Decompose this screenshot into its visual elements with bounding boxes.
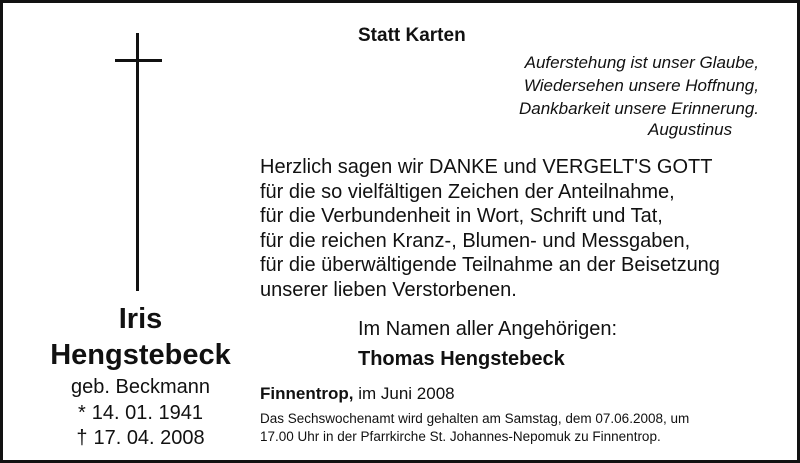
place: Finnentrop, [260,384,354,403]
death-date-row [3,427,278,450]
date: im Juni 2008 [358,384,455,403]
birth-date: 14. 01. 1941 [91,402,203,424]
deceased-first-name: Iris [118,303,163,335]
birth-star-icon: * [77,402,86,424]
quote-line: Dankbarkeit unsere Erinnerung. [518,99,759,118]
quote-line: Auferstehung ist unser Glaube, [524,53,759,72]
birth-date-row [3,402,278,425]
quote-block [519,51,759,120]
mass-notice [260,410,689,446]
thanks-line: für die überwältigende Teilnahme an der Beisetzung [260,254,720,276]
death-date: 17. 04. 2008 [93,427,205,449]
deceased-last-name: Hengstebeck [50,339,231,371]
cross-crossbar [115,59,162,62]
deceased-maiden-name: geb. Beckmann [71,376,210,398]
notice-line: 17.00 Uhr in der Pfarrkirche St. Johannes-Nepomuk zu Finnentrop. [260,429,661,444]
thanks-line: unserer lieben Verstorbenen. [260,278,517,301]
thanks-line: für die Verbundenheit in Wort, Schrift und Tat, [260,205,663,227]
quote-author: Augustinus [648,120,733,139]
thanks-line: für die so vielfältigen Zeichen der Anteilnahme, [260,180,675,203]
notice-line: Das Sechswochenamt wird gehalten am Samstag, dem 07.06.2008, um [260,411,690,426]
death-dagger-icon: † [76,427,88,449]
on-behalf-label: Im Namen aller Angehörigen: [358,318,618,340]
place-date-line [260,384,455,404]
thanks-line: für die reichen Kranz-, Blumen- und Messgaben, [260,229,691,252]
quote-line: Wiedersehen unsere Hoffnung, [523,76,759,95]
cross-icon [136,33,139,291]
thanks-text [260,155,720,302]
thanks-line: Herzlich sagen wir DANKE und VERGELT'S GOTT [260,156,713,178]
header-title: Statt Karten [358,25,466,46]
signer-name: Thomas Hengstebeck [358,348,565,370]
